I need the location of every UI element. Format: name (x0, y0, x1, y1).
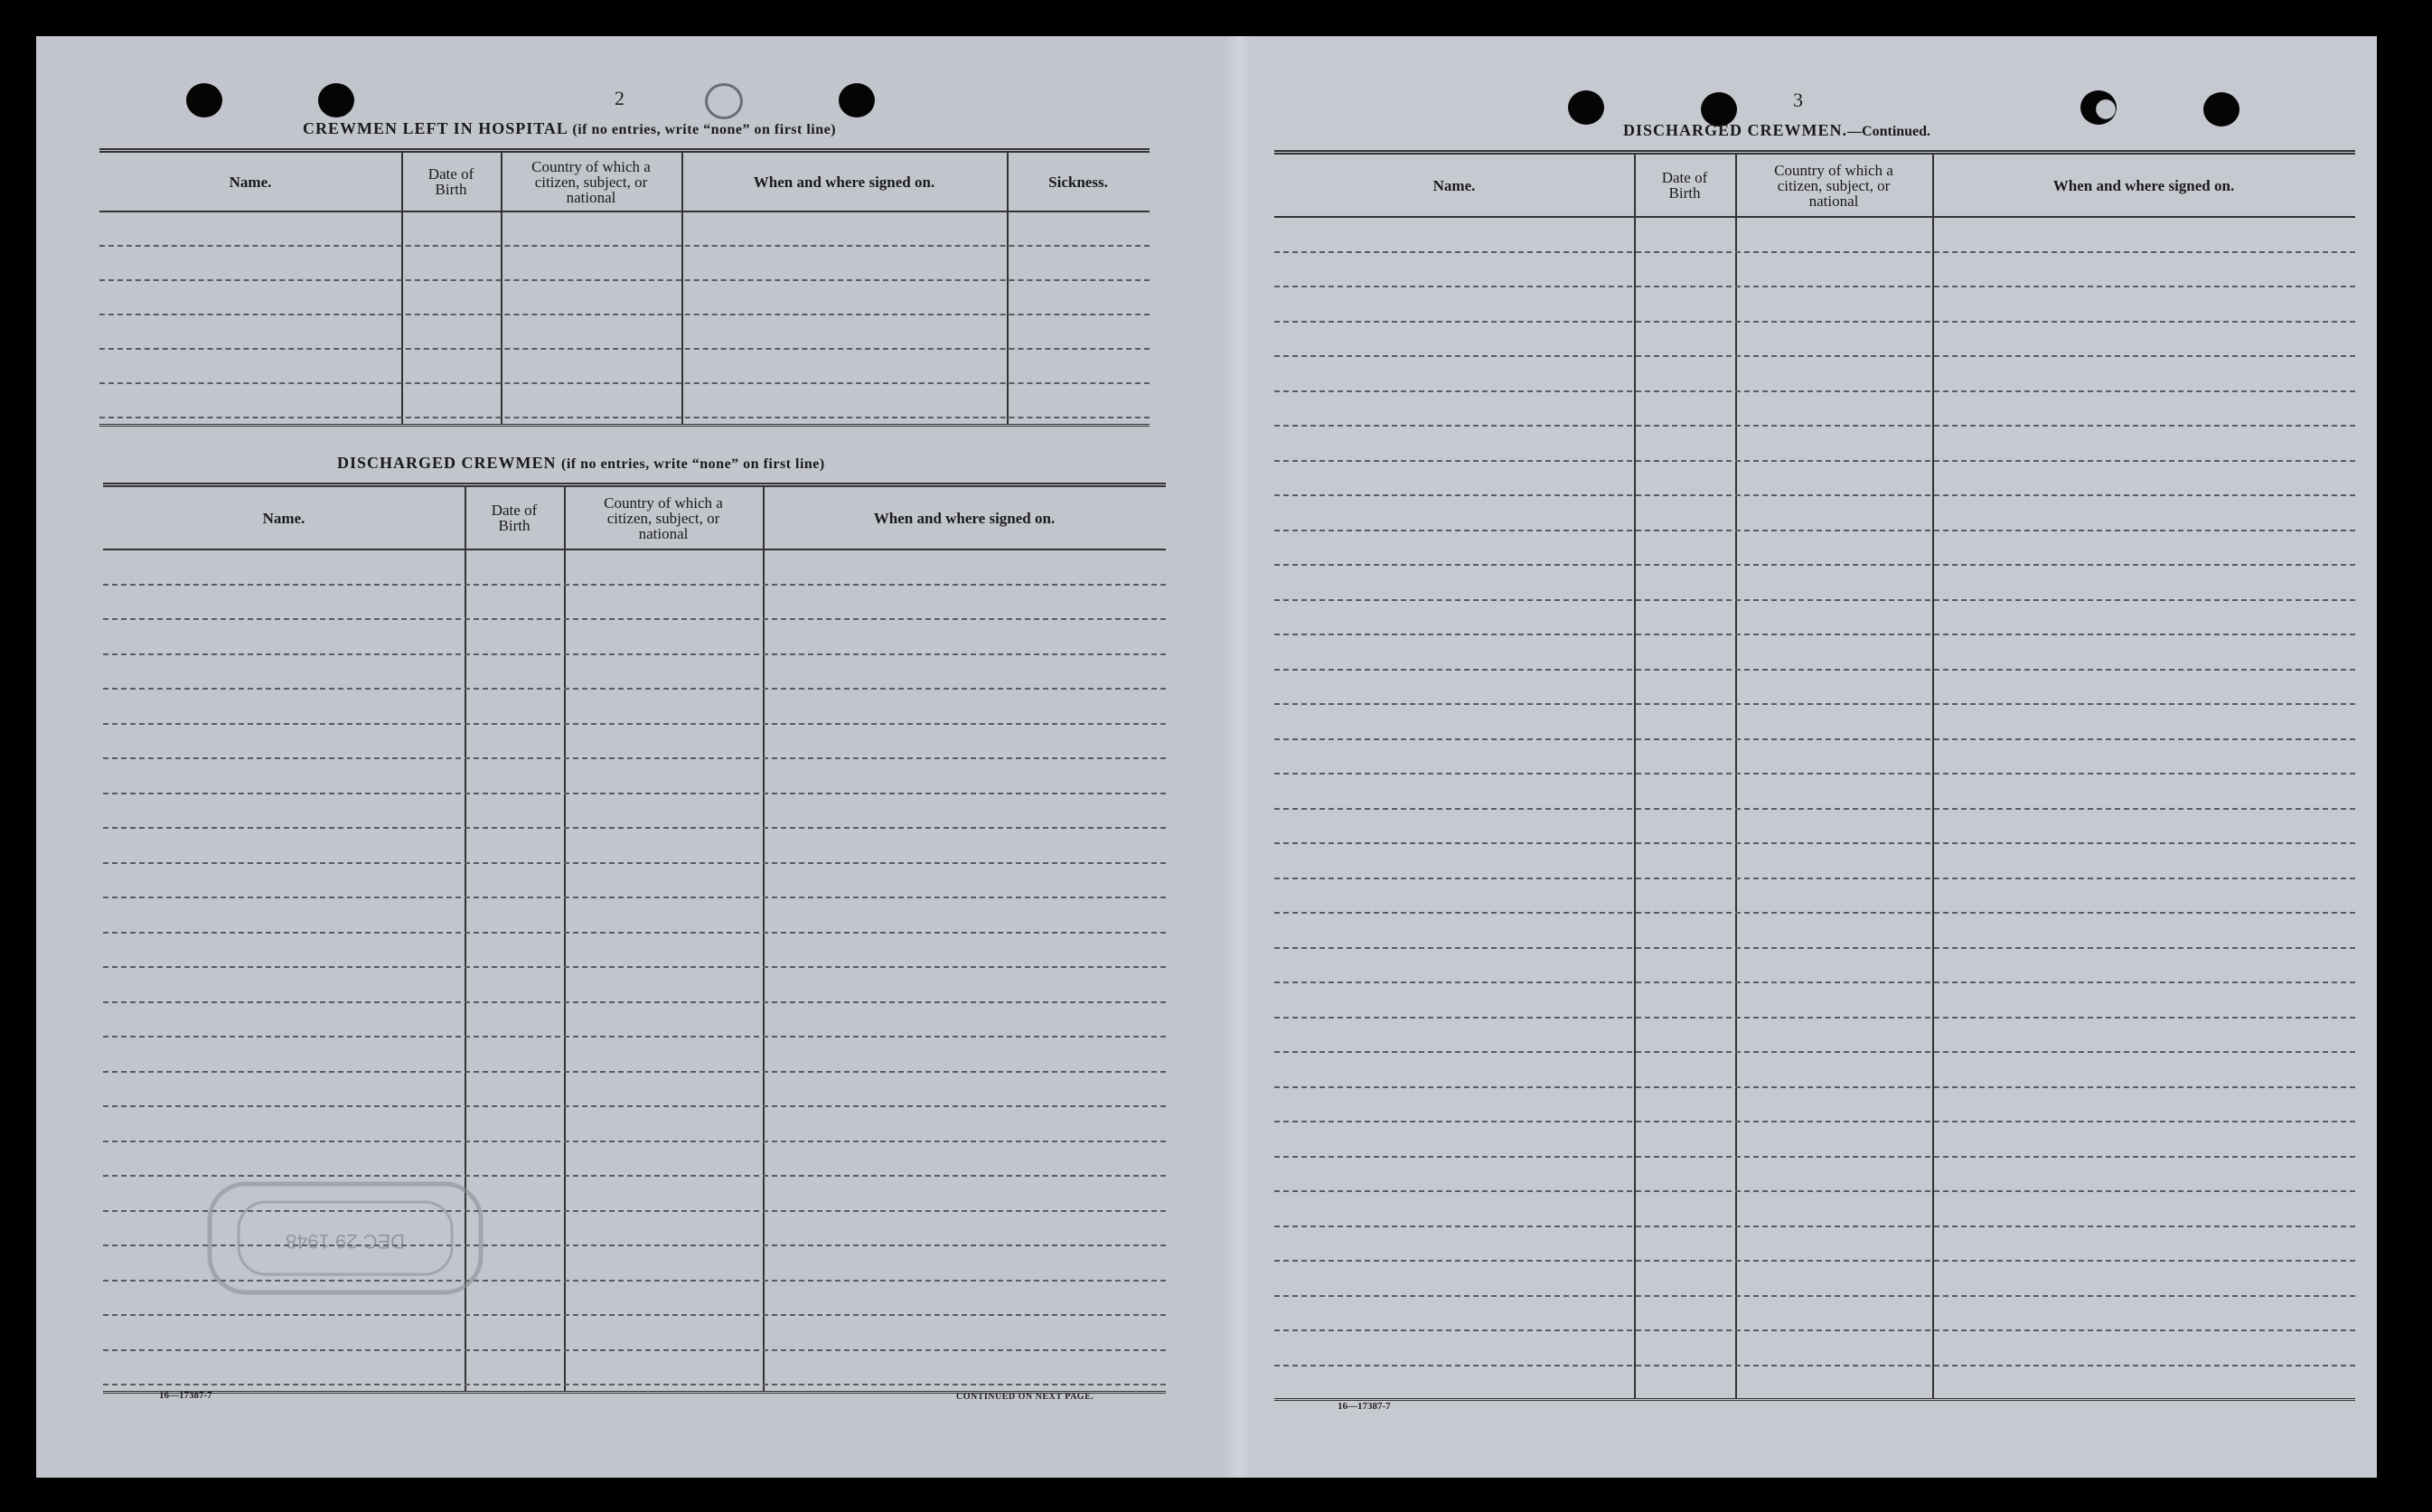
blank-row-line (103, 1349, 1166, 1351)
hospital-title-note: (if no entries, write “none” on first line) (572, 122, 837, 137)
discharged-table-right (1274, 150, 2355, 1401)
punch-hole (1568, 90, 1604, 125)
blank-row-line (1274, 703, 2355, 705)
blank-row-line (1274, 599, 2355, 601)
punch-hole-ring (705, 83, 743, 119)
continued-note: CONTINUED ON NEXT PAGE. (956, 1392, 1094, 1402)
continued-title-text: DISCHARGED CREWMEN. (1623, 121, 1848, 139)
blank-row-line (1274, 878, 2355, 879)
blank-row-line (1274, 912, 2355, 914)
blank-row-line (103, 793, 1166, 794)
blank-row-line (99, 245, 1150, 247)
blank-row-line (103, 1001, 1166, 1003)
blank-row-line (1274, 460, 2355, 462)
form-code-left: 16—17387-7 (159, 1390, 212, 1401)
header-country: Country of which a citizen, subject, or national (1774, 161, 1893, 210)
blank-row-line (103, 862, 1166, 864)
blank-row-line (1274, 1365, 2355, 1366)
blank-row-line (1274, 1121, 2355, 1122)
blank-row-line (103, 1105, 1166, 1107)
discharged-continued-title (1623, 121, 1930, 140)
blank-row-line (1274, 669, 2355, 671)
blank-row-line (1274, 1329, 2355, 1331)
header-when-where: When and where signed on. (753, 173, 935, 191)
blank-row-line (1274, 564, 2355, 566)
hospital-table-rows (99, 211, 1150, 424)
blank-row-line (103, 1384, 1166, 1385)
header-name: Name. (229, 173, 272, 191)
blank-row-line (103, 966, 1166, 968)
hospital-title-text: CREWMEN LEFT IN HOSPITAL (303, 119, 568, 137)
punch-hole (318, 83, 354, 117)
blank-row-line (103, 757, 1166, 759)
blank-row-line (1274, 1051, 2355, 1053)
blank-row-line (103, 897, 1166, 898)
blank-row-line (103, 932, 1166, 934)
header-sickness: Sickness. (1048, 173, 1108, 191)
blank-row-line (1274, 842, 2355, 844)
continued-suffix: —Continued. (1847, 124, 1931, 139)
blank-row-line (103, 584, 1166, 586)
blank-row-line (1274, 355, 2355, 357)
blank-row-line (1274, 425, 2355, 427)
blank-row-line (99, 348, 1150, 350)
form-code-right: 16—17387-7 (1338, 1401, 1391, 1412)
blank-row-line (1274, 1156, 2355, 1158)
header-date-of-birth: Date of Birth (1661, 169, 1708, 202)
blank-row-line (1274, 773, 2355, 775)
blank-row-line (1274, 634, 2355, 635)
blank-row-line (1274, 321, 2355, 323)
header-name: Name. (262, 509, 305, 527)
header-country: Country of which a citizen, subject, or national (604, 493, 723, 542)
header-date-of-birth: Date of Birth (491, 502, 538, 534)
blank-row-line (1274, 286, 2355, 287)
page-number-left: 2 (615, 87, 624, 109)
blank-row-line (1274, 981, 2355, 983)
page-number-right: 3 (1793, 89, 1803, 111)
blank-row-line (1274, 1295, 2355, 1297)
blank-row-line (103, 688, 1166, 690)
discharged-table-right-rows (1274, 216, 2355, 1398)
scanned-document (36, 36, 2377, 1478)
blank-row-line (1274, 1260, 2355, 1262)
header-country: Country of which a citizen, subject, or national (531, 157, 651, 206)
header-date-of-birth: Date of Birth (427, 165, 474, 198)
blank-row-line (1274, 947, 2355, 949)
blank-row-line (1274, 738, 2355, 740)
blank-row-line (103, 723, 1166, 725)
blank-row-line (103, 653, 1166, 655)
punch-hole (2203, 92, 2240, 127)
punch-hole-partial (2080, 90, 2117, 125)
blank-row-line (103, 1036, 1166, 1038)
discharged-section-title (337, 454, 825, 473)
hospital-table (99, 148, 1150, 427)
received-stamp (202, 1175, 492, 1319)
blank-row-line (1274, 390, 2355, 392)
blank-row-line (103, 618, 1166, 620)
blank-row-line (99, 382, 1150, 384)
header-when-where: When and where signed on. (2052, 176, 2235, 194)
blank-row-line (103, 1141, 1166, 1142)
header-when-where: When and where signed on. (873, 509, 1056, 527)
discharged-title-text: DISCHARGED CREWMEN (337, 454, 557, 472)
blank-row-line (1274, 1226, 2355, 1227)
blank-row-line (1274, 808, 2355, 810)
hospital-section-title (303, 119, 836, 138)
blank-row-line (1274, 251, 2355, 253)
blank-row-line (103, 1071, 1166, 1073)
blank-row-line (99, 314, 1150, 315)
blank-row-line (99, 417, 1150, 418)
stamp-date: DEC 29 1948 (285, 1230, 406, 1253)
punch-hole (186, 83, 222, 117)
blank-row-line (1274, 494, 2355, 496)
header-name: Name. (1432, 176, 1476, 194)
blank-row-line (1274, 1086, 2355, 1088)
blank-row-line (99, 279, 1150, 281)
discharged-title-note: (if no entries, write “none” on first line) (561, 456, 825, 472)
blank-row-line (1274, 1190, 2355, 1192)
blank-row-line (1274, 530, 2355, 531)
blank-row-line (103, 827, 1166, 829)
page-fold (1225, 36, 1251, 1478)
punch-hole (839, 83, 875, 117)
blank-row-line (1274, 1017, 2355, 1019)
